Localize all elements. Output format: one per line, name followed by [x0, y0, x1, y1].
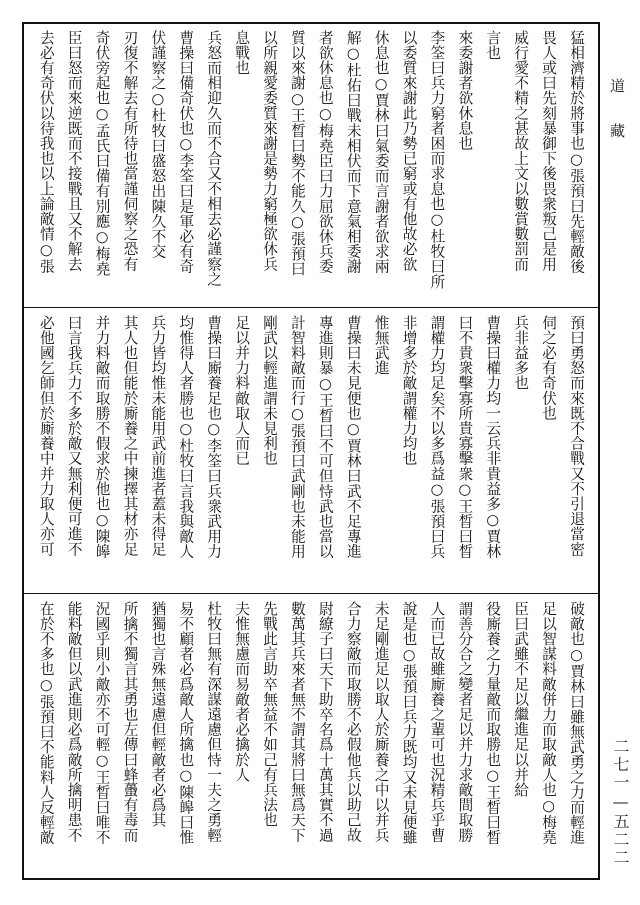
text-column: 以委質來謝此乃勢已窮或有他故必欲 [400, 30, 418, 272]
text-column: 專進則暴○王晳曰不可但恃武也當以 [316, 315, 334, 559]
text-column: 所擒不獨言其勇也左傳曰蜂蠆有毒而 [121, 601, 139, 843]
text-column: 必他國乞師但於廝養中并力取人亦可 [37, 315, 55, 557]
text-column: 夫惟無慮而易敵者必擒於人 [233, 601, 251, 783]
page-number: 二七一—五二二 [611, 738, 630, 867]
text-column: 均惟得人者勝也○杜牧曰言我與敵人 [177, 315, 195, 559]
text-column: 其人也但能於廝養之中揀擇其材亦足 [121, 315, 139, 557]
text-column: 奇伏旁起也○孟氏曰備有別應○梅堯 [93, 30, 111, 277]
text-column: 曹操曰備奇伏也○李筌曰是軍必有奇 [177, 30, 195, 274]
text-column: 以所親愛委質來謝是勢力窮極欲休兵 [261, 30, 279, 272]
text-columns [32, 315, 590, 586]
text-column: 猛相濟精於將事也○張預曰先輕敵後 [568, 30, 585, 274]
text-column: 能料敵但以武進則必爲敵所擒明患不 [65, 601, 83, 843]
text-column: 曰不貴衆擊寡所貴寡擊衆○王晳曰晳 [456, 315, 474, 559]
text-column: 質以來謝○王晳曰勢不能久○張預曰 [288, 30, 306, 277]
text-column: 兵怒而相迎久而不合又不相去必謹察之 [205, 30, 223, 287]
text-column: 兵力皆均惟未能用武前進者蓋未得足 [149, 315, 167, 557]
text-column: 易不顧者必爲敵人所擒也○陳皞曰惟 [177, 601, 195, 845]
text-column: 謂權力均足矣不以多爲益○張預曰兵 [428, 315, 446, 559]
text-column: 伏謹察之○杜牧曰盛怒出陳久不交 [149, 30, 167, 259]
text-column: 足以并力料敵取人而已 [233, 315, 251, 466]
text-column: 杜牧曰無有深謀遠慮但恃一夫之勇輕 [205, 601, 223, 843]
page-frame [22, 22, 600, 880]
panel-top [24, 24, 598, 307]
text-column: 曹操曰未見便也○賈林曰武不足專進 [344, 315, 362, 559]
text-column: 況國乎則小敵亦不可輕○王晳曰唯不 [93, 601, 111, 845]
text-columns [32, 601, 590, 872]
text-column: 臣曰武雖不足以繼進足以并給 [512, 601, 530, 798]
text-column: 威行愛不精之甚故上文以數賞數罰而 [512, 30, 530, 272]
text-column: 臣曰怒而來逆既而不接戰且又不解去 [65, 30, 83, 272]
collection-label: 道藏 [608, 78, 626, 168]
text-columns [32, 30, 590, 301]
text-column: 李筌曰兵力窮者困而求息也○杜牧曰所 [428, 30, 446, 290]
text-column: 伺之必有奇伏也 [540, 315, 558, 421]
text-column: 合力察敵而取勝不必假他兵以助己故 [344, 601, 362, 843]
text-column: 猶獨也言殊無遠慮但輕敵者必爲其 [149, 601, 167, 828]
text-column: 言也 [484, 30, 502, 61]
text-column: 人而已故雖廝養之輩可也況精兵乎曹 [428, 601, 446, 843]
text-column: 去必有奇伏以待我也以上論敵情○張 [37, 30, 55, 274]
text-column: 曹操曰廝養足也○李筌曰兵衆武用力 [205, 315, 223, 559]
text-column: 役廝養之力量敵而取勝也○王晳曰晳 [484, 601, 502, 845]
panel-divider [24, 593, 598, 594]
panel-bottom [24, 595, 598, 878]
text-column: 兵非益多也 [512, 315, 530, 391]
text-column: 非增多於敵謂權力均也 [400, 315, 418, 466]
text-column: 休息也○賈林曰氣委而言謝者欲求兩 [372, 30, 390, 274]
text-column: 來委謝者欲休息也 [456, 30, 474, 151]
text-column: 曹操曰權力均一云兵非貴益多○賈林 [484, 315, 502, 559]
text-column: 者欲休息也○梅堯臣曰力屈欲休兵委 [316, 30, 334, 274]
text-column: 破敵也○賈林曰雖無武勇之力而輕進 [568, 601, 585, 845]
text-column: 先戰此言助卒無益不如己有兵法也 [261, 601, 279, 828]
text-column: 計智料敵而行○張預曰武剛也未能用 [288, 315, 306, 559]
text-column: 惟無武進 [372, 315, 390, 376]
right-margin [600, 0, 640, 905]
text-column: 畏人或曰先刻暴御下後畏衆叛己是用 [540, 30, 558, 272]
text-column: 在於不多也○張預曰不能料人反輕敵 [37, 601, 55, 845]
text-column: 預曰勇怒而來既不合戰又不引退當密 [568, 315, 585, 557]
text-column: 解○杜佑曰戰未相伏而下意氣相委謝 [344, 30, 362, 274]
text-column: 說是也○張預曰兵力既均又未見便雖 [400, 601, 418, 845]
text-column: 剛武以輕進謂未見利也 [261, 315, 279, 466]
text-column: 曰言我兵力不多於敵又無利便可進不 [65, 315, 83, 557]
panel-middle [24, 309, 598, 592]
text-column: 尉繚子曰天下助卒名爲十萬其實不過 [316, 601, 334, 843]
text-column: 刃復不解去有所待也當謹伺察之恐有 [121, 30, 139, 272]
text-column: 未足剛進足以取人於廝養之中以并兵 [372, 601, 390, 843]
text-column: 數萬其兵來者無不謂其將曰無爲天下 [288, 601, 306, 843]
text-column: 息戰也 [233, 30, 251, 76]
panel-divider [24, 307, 598, 308]
text-column: 足以智謀料敵併力而取敵人也○梅堯 [540, 601, 558, 845]
text-column: 謂善分合之變者足以并力求敵間取勝 [456, 601, 474, 843]
text-column: 并力料敵而取勝不假求於他也○陳皞 [93, 315, 111, 559]
